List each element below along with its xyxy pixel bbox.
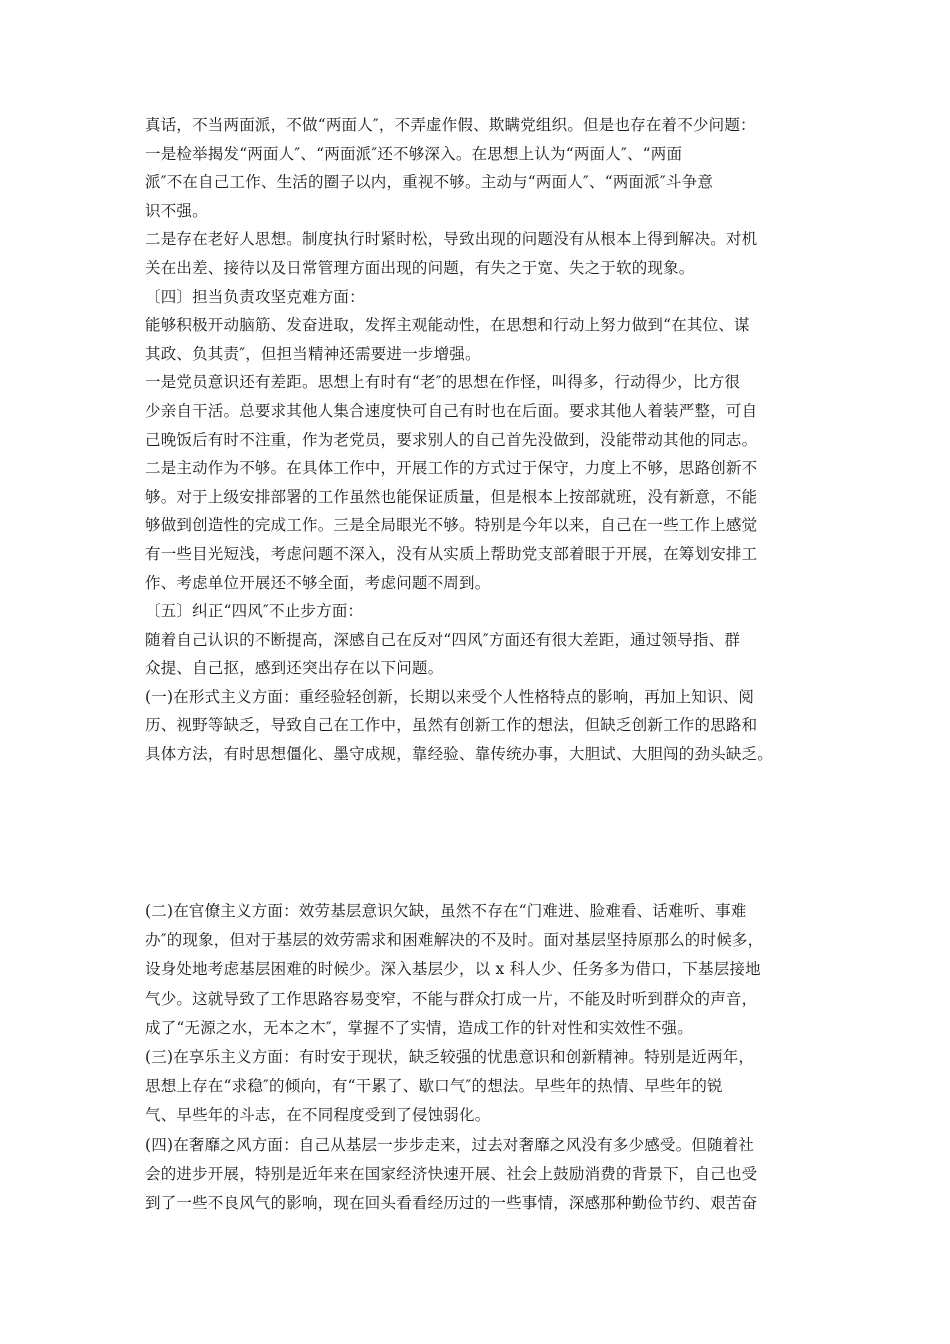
text-line: 识不强。: [145, 201, 208, 220]
text-line: 派″不在自己工作、生活的圈子以内，重视不够。主动与“两面人″、“两面派″斗争意: [145, 173, 714, 192]
text-line: 会的进步开展，特别是近年来在国家经济快速开展、社会上鼓励消费的背景下，自己也受: [145, 1164, 758, 1183]
text-line: 到了一些不良风气的影响，现在回头看看经历过的一些事情，深感那种勤俭节约、艰苦奋: [145, 1193, 758, 1212]
text-line: (三)在享乐主义方面：有时安于现状，缺乏较强的忧患意识和创新精神。特别是近两年，: [145, 1047, 755, 1066]
text-line: 关在出差、接待以及日常管理方面出现的问题，有失之于宽、失之于软的现象。: [145, 258, 695, 277]
text-line: 气少。这就导致了工作思路容易变窄，不能与群众打成一片，不能及时听到群众的声音，: [145, 989, 758, 1008]
text-line: 众提、自己抠，感到还突出存在以下问题。: [145, 659, 444, 678]
text-line: 办″的现象，但对于基层的效劳需求和困难解决的不及时。面对基层坚持原那么的时候多，: [145, 931, 764, 950]
text-line: 二是主动作为不够。在具体工作中，开展工作的方式过于保守，力度上不够，思路创新不: [145, 459, 758, 478]
text-line: 作、考虑单位开展还不够全面，考虑问题不周到。: [145, 573, 491, 592]
text-line: 一是党员意识还有差距。思想上有时有“老″的思想在作怪，叫得多，行动得少，比方很: [145, 373, 741, 392]
text-line: 气、早些年的斗志，在不同程度受到了侵蚀弱化。: [145, 1106, 491, 1125]
text-line: 有一些目光短浅，考虑问题不深入，没有从实质上帮助党支部着眼于开展，在筹划安排工: [145, 544, 758, 563]
text-line: 真话，不当两面派，不做“两面人″，不弄虚作假、欺瞒党组织。但是也存在着不少问题：: [145, 116, 756, 134]
text-block-lower: [145, 897, 810, 1218]
text-line: 历、视野等缺乏，导致自己在工作中，虽然有创新工作的想法，但缺乏创新工作的思路和: [145, 716, 758, 735]
text-line: 少亲自干活。总要求其他人集合速度快可自己有时也在后面。要求其他人着装严整，可自: [145, 401, 758, 420]
text-line: 成了“无源之水，无本之木″，掌握不了实情，造成工作的针对性和实效性不强。: [145, 1018, 693, 1037]
text-line: 随着自己认识的不断提高，深感自己在反对“四风″方面还有很大差距，通过领导指、群: [145, 630, 741, 649]
text-line: 其政、负其责″，但担当精神还需要进一步增强。: [145, 344, 481, 363]
text-line: 够做到创造性的完成工作。三是全局眼光不够。特别是今年以来，自己在一些工作上感觉: [145, 516, 758, 535]
text-line: (四)在奢靡之风方面：自己从基层一步步走来，过去对奢靡之风没有多少感受。但随着社: [145, 1135, 755, 1154]
text-line: 思想上存在“求稳″的倾向，有“干累了、歇口气″的想法。早些年的热情、早些年的锐: [145, 1077, 723, 1096]
text-block-upper: [145, 111, 810, 769]
text-line: (二)在官僚主义方面：效劳基层意识欠缺，虽然不存在“门难进、脸难看、话难听、事难: [145, 902, 747, 920]
text-line: 能够积极开动脑筋、发奋进取，发挥主观能动性，在思想和行动上努力做到“在其位、谋: [145, 316, 750, 335]
section-heading: 〔五〕纠正“四风″不止步方面：: [145, 602, 364, 621]
text-line: (一)在形式主义方面：重经验轻创新，长期以来受个人性格特点的影响，再加上知识、阅: [145, 687, 755, 706]
section-heading: 〔四〕担当负责攻坚克难方面：: [145, 287, 365, 306]
text-line: 二是存在老好人思想。制度执行时紧时松，导致出现的问题没有从根本上得到解决。对机: [145, 230, 758, 249]
text-line: 一是检举揭发“两面人″、“两面派″还不够深入。在思想上认为“两面人″、“两面: [145, 144, 683, 163]
text-line: 具体方法，有时思想僵化、墨守成规，靠经验、靠传统办事，大胆试、大胆闯的劲头缺乏。: [145, 745, 774, 764]
text-line: 够。对于上级安排部署的工作虽然也能保证质量，但是根本上按部就班，没有新意，不能: [145, 487, 758, 506]
text-line: 己晚饭后有时不注重，作为老党员，要求别人的自己首先没做到，没能带动其他的同志。: [145, 430, 758, 449]
text-line: 设身处地考虑基层困难的时候少。深入基层少，以 x 科人少、任务多为借口，下基层接地: [145, 960, 761, 979]
